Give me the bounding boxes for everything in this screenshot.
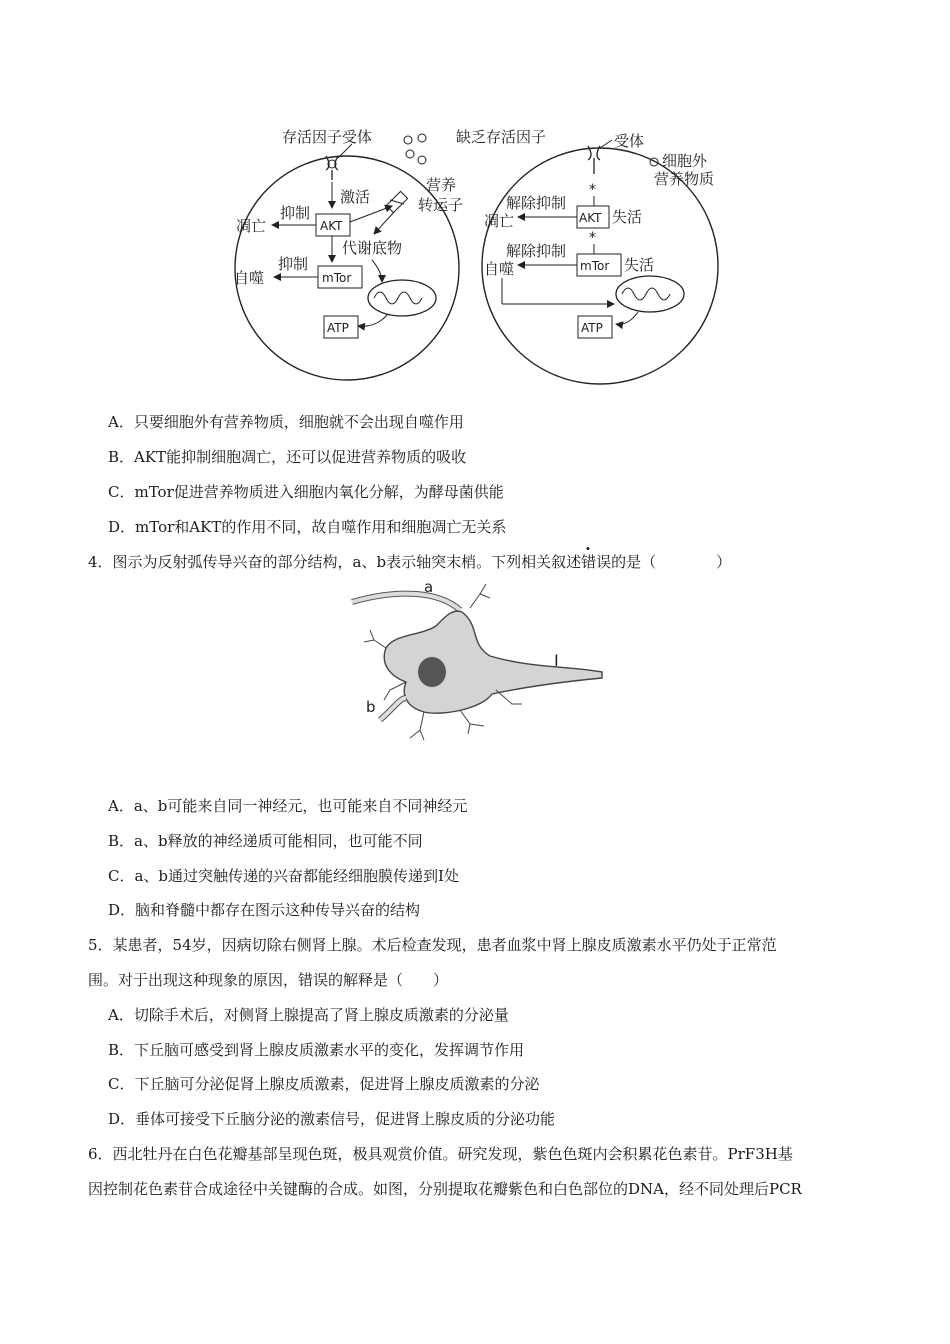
receptor-icon [588, 146, 600, 174]
q4-option-d: D．脑和脊髓中都存在图示这种传导兴奋的结构 [108, 901, 421, 919]
svg-text:ATP: ATP [581, 321, 603, 335]
mitochondrion-icon [368, 280, 436, 316]
q5-option-b: B．下丘脑可感受到肾上腺皮质激素水平的变化，发挥调节作用 [108, 1041, 525, 1059]
q6-stem-line1: 6．西北牡丹在白色花瓣基部呈现色斑，极具观赏价值。研究发现，紫色色斑内会积累花色素苷。PrF3H基 [88, 1145, 793, 1163]
neuron-body [384, 611, 602, 713]
q5-stem-line1: 5．某患者，54岁，因病切除右侧肾上腺。术后检查发现，患者血浆中肾上腺皮质激素水平仍处于正常范 [88, 936, 777, 954]
svg-text:转运子: 转运子 [418, 196, 464, 214]
svg-text:凋亡: 凋亡 [236, 217, 267, 235]
receptor-icon [326, 156, 338, 180]
svg-text:抑制: 抑制 [280, 204, 311, 222]
svg-text:ATP: ATP [327, 321, 349, 335]
nucleus [418, 657, 446, 687]
q4-stem: 4．图示为反射弧传导兴奋的部分结构，a、b表示轴突末梢。下列相关叙述错误的是（ ） [88, 553, 732, 571]
svg-text:mTor: mTor [580, 259, 610, 273]
q4-option-a: A．a、b可能来自同一神经元，也可能来自不同神经元 [108, 797, 468, 815]
svg-text:b: b [366, 698, 376, 716]
svg-text:mTor: mTor [322, 271, 352, 285]
svg-text:解除抑制: 解除抑制 [506, 194, 567, 212]
q3-option-d: D．mTor和AKT的作用不同，故自噬作用和细胞凋亡无关系 [108, 518, 507, 536]
svg-text:a: a [424, 578, 434, 596]
svg-text:失活: 失活 [612, 208, 643, 226]
svg-text:受体: 受体 [614, 132, 645, 150]
lack-survival-factor-label: 缺乏存活因子 [456, 128, 547, 146]
q3-option-b: B．AKT能抑制细胞凋亡，还可以促进营养物质的吸收 [108, 448, 467, 466]
svg-text:抑制: 抑制 [278, 255, 309, 273]
svg-text:营养: 营养 [426, 176, 457, 194]
svg-text:AKT: AKT [579, 211, 602, 225]
neuron-figure [340, 578, 610, 758]
q5-stem-line2: 围。对于出现这种现象的原因，错误的解释是（ ） [88, 971, 449, 989]
survival-factor-receptor-label: 存活因子受体 [282, 128, 373, 146]
nutrient-transporter-icon [386, 191, 407, 212]
svg-text:解除抑制: 解除抑制 [506, 242, 567, 260]
q5-option-c: C．下丘脑可分泌促肾上腺皮质激素，促进肾上腺皮质激素的分泌 [108, 1075, 540, 1093]
q4-option-b: B．a、b释放的神经递质可能相同，也可能不同 [108, 832, 423, 850]
svg-text:失活: 失活 [624, 256, 655, 274]
svg-text:*: * [589, 230, 596, 246]
svg-text:凋亡: 凋亡 [484, 212, 515, 230]
q6-stem-line2: 因控制花色素苷合成途径中关键酶的合成。如图，分别提取花瓣紫色和白色部位的DNA，经不同处理后PCR [88, 1180, 802, 1198]
svg-text:代谢底物: 代谢底物 [342, 239, 403, 257]
emphasis-marks: 错误 [581, 553, 612, 571]
svg-text:I: I [554, 651, 559, 670]
q3-option-a: A．只要细胞外有营养物质，细胞就不会出现自噬作用 [108, 413, 464, 431]
svg-text:*: * [589, 182, 596, 198]
q3-option-c: C．mTor促进营养物质进入细胞内氧化分解，为酵母菌供能 [108, 483, 504, 501]
cell-signaling-figure [222, 118, 742, 388]
svg-text:AKT: AKT [320, 219, 343, 233]
q5-option-d: D．垂体可接受下丘脑分泌的激素信号，促进肾上腺皮质的分泌功能 [108, 1110, 556, 1128]
svg-text:细胞外: 细胞外 [662, 152, 708, 170]
q5-option-a: A．切除手术后，对侧肾上腺提高了肾上腺皮质激素的分泌量 [108, 1006, 509, 1024]
q4-option-c: C．a、b通过突触传递的兴奋都能经细胞膜传递到Ⅰ处 [108, 867, 459, 885]
mitochondrion-icon [616, 276, 684, 312]
svg-text:激活: 激活 [340, 188, 371, 206]
svg-text:自噬: 自噬 [234, 269, 265, 287]
svg-text:营养物质: 营养物质 [654, 170, 715, 188]
svg-text:自噬: 自噬 [484, 260, 515, 278]
nutrient-dots-icon [404, 134, 426, 164]
